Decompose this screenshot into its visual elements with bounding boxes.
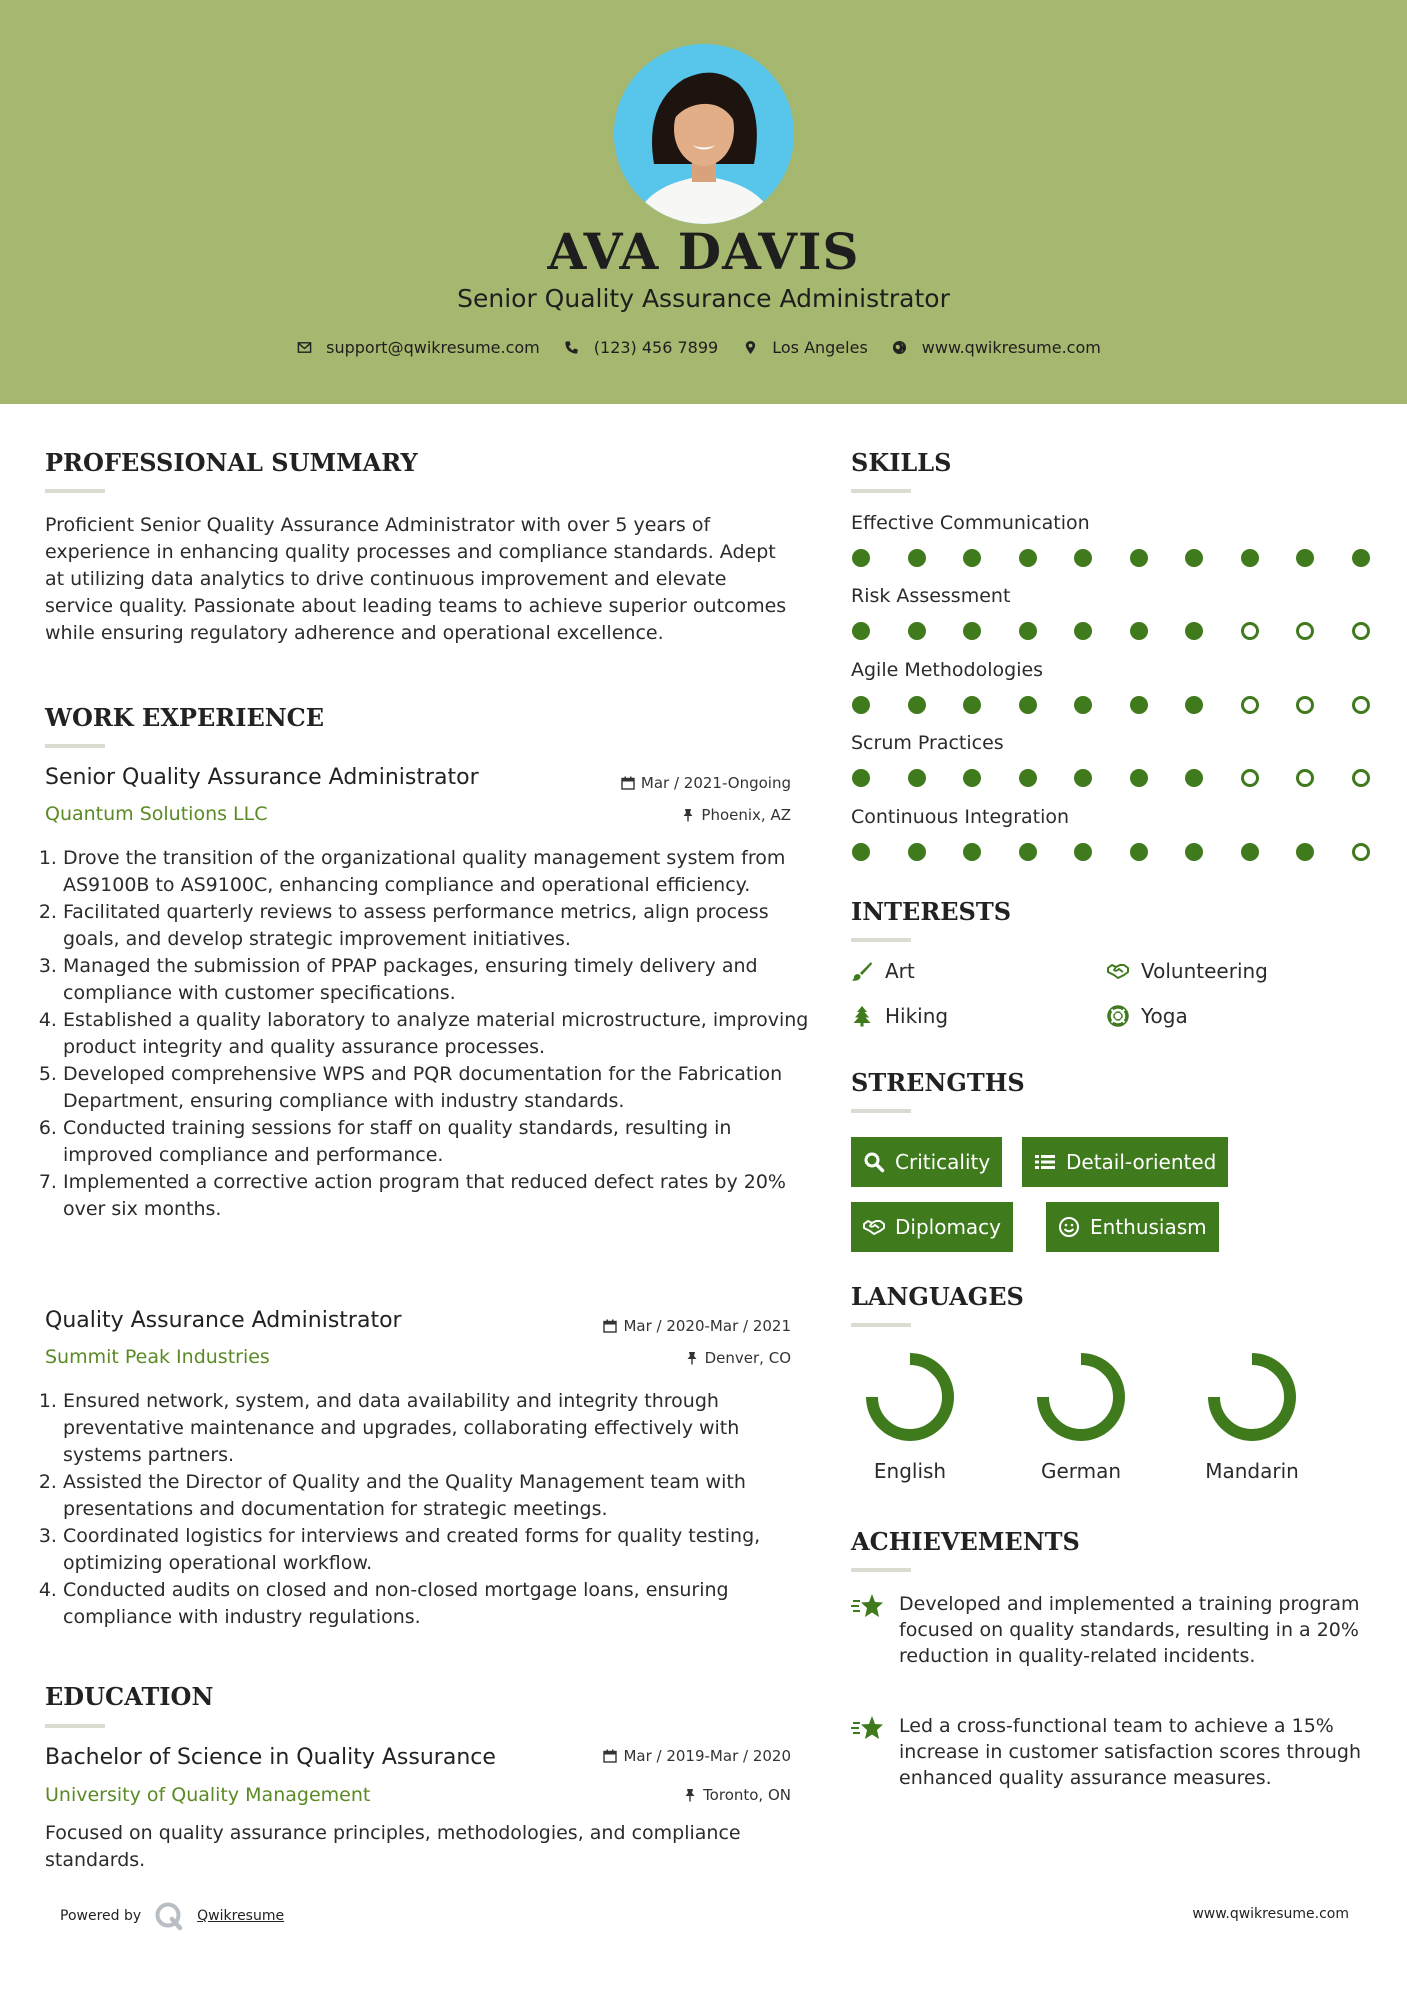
star-icon xyxy=(851,1713,885,1743)
job-title: Senior Quality Assurance Administrator xyxy=(45,765,479,790)
language-level-ring xyxy=(1035,1351,1127,1443)
interest-item xyxy=(851,1004,948,1028)
education-dates xyxy=(603,1747,791,1765)
skill-dot-filled xyxy=(1074,769,1092,787)
strength-tag xyxy=(851,1137,1002,1187)
phone-icon xyxy=(564,340,580,356)
skill-dot-empty xyxy=(1296,696,1314,714)
candidate-title: Senior Quality Assurance Administrator xyxy=(457,284,950,313)
languages-divider xyxy=(851,1323,911,1327)
skill-dot-filled xyxy=(1074,622,1092,640)
job-duties-list xyxy=(45,845,818,1223)
qwikresume-logo-icon xyxy=(153,1900,185,1932)
language-item xyxy=(1016,1351,1146,1483)
job-location xyxy=(681,806,791,824)
skill-dot-filled xyxy=(852,843,870,861)
achievement-item xyxy=(851,1591,1371,1669)
education-location xyxy=(683,1786,791,1804)
profile-photo-illustration xyxy=(614,44,794,224)
language-level-arc xyxy=(872,1359,948,1435)
duty-item: 2. Assisted the Director of Quality and the Quality Management team with presentations and documentation for strategic meetings. xyxy=(63,1469,818,1523)
skill-dot-filled xyxy=(1130,696,1148,714)
skills-heading: SKILLS xyxy=(851,448,952,477)
star-icon xyxy=(851,1591,885,1621)
education-dates-text: Mar / 2019-Mar / 2020 xyxy=(623,1747,791,1765)
languages-heading: LANGUAGES xyxy=(851,1282,1024,1311)
search-icon xyxy=(863,1151,885,1173)
skill-dot-empty xyxy=(1352,843,1370,861)
interests-divider xyxy=(851,938,911,942)
contact-bar xyxy=(0,338,1407,357)
job-location-text: Denver, CO xyxy=(704,1349,791,1367)
duty-item: 3. Coordinated logistics for interviews and created forms for quality testing, optimizing operational workflow. xyxy=(63,1523,818,1577)
achievements-divider xyxy=(851,1568,911,1572)
footer-branding xyxy=(60,1900,284,1932)
duty-item: 2. Facilitated quarterly reviews to assess performance metrics, align process goals, and develop strategic improvement initiatives. xyxy=(63,899,818,953)
skill-dot-empty xyxy=(1241,696,1259,714)
achievement-text: Led a cross-functional team to achieve a 15% increase in customer satisfaction scores through enhanced quality assurance measures. xyxy=(899,1715,1362,1789)
skill-dot-filled xyxy=(1185,769,1203,787)
achievement-item xyxy=(851,1713,1371,1791)
interest-item xyxy=(1107,959,1268,983)
skill-dot-filled xyxy=(1185,622,1203,640)
skill-dot-filled xyxy=(1019,549,1037,567)
smile-icon xyxy=(1058,1216,1080,1238)
calendar-icon xyxy=(603,1749,617,1763)
life-ring-icon xyxy=(1107,1005,1129,1027)
interest-label: Hiking xyxy=(885,1004,949,1028)
degree-title: Bachelor of Science in Quality Assurance xyxy=(45,1745,496,1770)
powered-by-label: Powered by xyxy=(60,1908,142,1924)
skill-dot-empty xyxy=(1296,622,1314,640)
list-icon xyxy=(1034,1151,1056,1173)
experience-divider xyxy=(45,744,105,748)
contact-location: Los Angeles xyxy=(772,338,868,357)
candidate-name: AVA DAVIS xyxy=(547,222,860,281)
skill-name: Effective Communication xyxy=(851,512,1090,534)
skill-rating xyxy=(852,620,1362,640)
job-duties-list xyxy=(45,1388,818,1631)
job-company: Summit Peak Industries xyxy=(45,1346,270,1368)
language-name: German xyxy=(1040,1459,1122,1483)
skill-dot-filled xyxy=(1241,549,1259,567)
skill-dot-filled xyxy=(1130,843,1148,861)
summary-divider xyxy=(45,489,105,493)
strengths-divider xyxy=(851,1109,911,1113)
skill-dot-filled xyxy=(963,622,981,640)
skill-dot-filled xyxy=(963,843,981,861)
skill-name: Continuous Integration xyxy=(851,806,1070,828)
skill-dot-empty xyxy=(1352,696,1370,714)
skill-dot-filled xyxy=(1019,696,1037,714)
skill-dot-filled xyxy=(1074,843,1092,861)
job-dates xyxy=(603,1317,791,1335)
thumbtack-icon xyxy=(683,1788,697,1802)
profile-photo xyxy=(614,44,794,224)
skill-dot-filled xyxy=(852,769,870,787)
language-name: Mandarin xyxy=(1205,1459,1299,1483)
skills-divider xyxy=(851,489,911,493)
interest-item xyxy=(1107,1004,1188,1028)
skill-dot-filled xyxy=(852,549,870,567)
strength-label: Enthusiasm xyxy=(1090,1215,1207,1239)
language-level-arc xyxy=(1214,1359,1290,1435)
skill-dot-filled xyxy=(1019,769,1037,787)
strength-tag xyxy=(851,1202,1013,1252)
duty-item: 5. Developed comprehensive WPS and PQR documentation for the Fabrication Department, ensuring compliance with industry standards. xyxy=(63,1061,818,1115)
education-description: Focused on quality assurance principles, methodologies, and compliance standards. xyxy=(45,1822,741,1871)
job-company: Quantum Solutions LLC xyxy=(45,803,268,825)
tree-icon xyxy=(851,1005,873,1027)
strengths-heading: STRENGTHS xyxy=(851,1068,1025,1097)
resume-header xyxy=(0,0,1407,404)
skill-dot-filled xyxy=(1352,549,1370,567)
globe-icon xyxy=(892,340,908,356)
calendar-icon xyxy=(603,1319,617,1333)
job-location-text: Phoenix, AZ xyxy=(701,806,791,824)
skill-dot-filled xyxy=(1130,622,1148,640)
language-item xyxy=(1187,1351,1317,1483)
skill-dot-empty xyxy=(1352,622,1370,640)
strength-label: Diplomacy xyxy=(895,1215,1002,1239)
duty-item: 4. Established a quality laboratory to analyze material microstructure, improving product integrity and quality assurance processes. xyxy=(63,1007,818,1061)
summary-heading: PROFESSIONAL SUMMARY xyxy=(45,448,418,477)
duty-item: 7. Implemented a corrective action program that reduced defect rates by 20% over six months. xyxy=(63,1169,818,1223)
skill-dot-filled xyxy=(1185,843,1203,861)
job-dates xyxy=(621,774,791,792)
footer-website[interactable]: www.qwikresume.com xyxy=(1192,1906,1349,1922)
skill-dot-filled xyxy=(1074,549,1092,567)
strength-label: Detail-oriented xyxy=(1066,1150,1217,1174)
skill-name: Agile Methodologies xyxy=(851,659,1044,681)
contact-website[interactable]: www.qwikresume.com xyxy=(921,338,1101,357)
skill-dot-empty xyxy=(1241,622,1259,640)
skill-name: Scrum Practices xyxy=(851,732,1004,754)
skill-dot-filled xyxy=(1185,549,1203,567)
skill-dot-filled xyxy=(1241,843,1259,861)
footer-brand-link[interactable]: Qwikresume xyxy=(197,1908,285,1924)
skill-dot-filled xyxy=(963,549,981,567)
skill-dot-filled xyxy=(1296,843,1314,861)
duty-item: 1. Ensured network, system, and data availability and integrity through preventative maintenance and upgrades, collaborating effectively with systems partners. xyxy=(63,1388,818,1469)
skill-dot-empty xyxy=(1352,769,1370,787)
interest-label: Volunteering xyxy=(1141,959,1268,983)
interests-heading: INTERESTS xyxy=(851,897,1012,926)
skill-dot-empty xyxy=(1241,769,1259,787)
map-marker-icon xyxy=(742,340,758,356)
strength-tag xyxy=(1022,1137,1228,1187)
interest-label: Art xyxy=(885,959,915,983)
duty-item: 3. Managed the submission of PPAP packages, ensuring timely delivery and compliance with customer specifications. xyxy=(63,953,818,1007)
skill-dot-filled xyxy=(1019,843,1037,861)
skill-dot-filled xyxy=(1185,696,1203,714)
thumbtack-icon xyxy=(685,1351,699,1365)
contact-phone[interactable]: (123) 456 7899 xyxy=(593,338,719,357)
skill-dot-filled xyxy=(852,622,870,640)
interest-label: Yoga xyxy=(1141,1004,1188,1028)
skill-rating xyxy=(852,841,1362,861)
skill-rating xyxy=(852,694,1362,714)
handshake-icon xyxy=(1107,960,1129,982)
language-level-arc xyxy=(1043,1359,1119,1435)
school-name: University of Quality Management xyxy=(45,1784,371,1806)
skill-rating xyxy=(852,767,1362,787)
experience-heading: WORK EXPERIENCE xyxy=(45,703,325,732)
skill-dot-filled xyxy=(908,769,926,787)
education-location-text: Toronto, ON xyxy=(703,1786,791,1804)
skill-dot-filled xyxy=(852,696,870,714)
contact-email[interactable]: support@qwikresume.com xyxy=(326,338,540,357)
duty-item: 4. Conducted audits on closed and non-closed mortgage loans, ensuring compliance with industry regulations. xyxy=(63,1577,818,1631)
handshake-icon xyxy=(863,1216,885,1238)
duty-item: 6. Conducted training sessions for staff on quality standards, resulting in improved compliance and performance. xyxy=(63,1115,818,1169)
job-dates-text: Mar / 2020-Mar / 2021 xyxy=(623,1317,791,1335)
skill-name: Risk Assessment xyxy=(851,585,1011,607)
skill-dot-filled xyxy=(908,549,926,567)
skill-dot-filled xyxy=(1296,549,1314,567)
skill-dot-filled xyxy=(1130,549,1148,567)
skill-dot-filled xyxy=(1019,622,1037,640)
skill-dot-filled xyxy=(908,622,926,640)
job-dates-text: Mar / 2021-Ongoing xyxy=(640,774,791,792)
skill-dot-filled xyxy=(1130,769,1148,787)
strength-label: Criticality xyxy=(895,1150,991,1174)
skill-rating xyxy=(852,547,1362,567)
language-item xyxy=(845,1351,975,1483)
language-name: English xyxy=(873,1459,947,1483)
envelope-icon xyxy=(296,340,312,356)
summary-text: Proficient Senior Quality Assurance Administrator with over 5 years of experience in enhancing quality processes and compliance standards. Adept at utilizing data analytics to drive continuous improvement and elevate service quality. Passionate about leading teams to achieve superior outcomes while ensuring regulatory adherence and operational excellence. xyxy=(45,514,787,644)
language-level-ring xyxy=(1206,1351,1298,1443)
thumbtack-icon xyxy=(681,808,695,822)
duty-item: 1. Drove the transition of the organizational quality management system from AS9100B to AS9100C, enhancing compliance and operational efficiency. xyxy=(63,845,818,899)
education-divider xyxy=(45,1724,105,1728)
paintbrush-icon xyxy=(851,960,873,982)
skill-dot-filled xyxy=(908,843,926,861)
education-heading: EDUCATION xyxy=(45,1682,214,1711)
skill-dot-filled xyxy=(963,696,981,714)
strength-tag xyxy=(1046,1202,1219,1252)
job-location xyxy=(685,1349,791,1367)
calendar-icon xyxy=(621,776,635,790)
achievement-text: Developed and implemented a training program focused on quality standards, resulting in a 20% reduction in quality-related incidents. xyxy=(899,1593,1360,1667)
skill-dot-filled xyxy=(1074,696,1092,714)
skill-dot-empty xyxy=(1296,769,1314,787)
language-level-ring xyxy=(864,1351,956,1443)
interest-item xyxy=(851,959,915,983)
skill-dot-filled xyxy=(963,769,981,787)
achievements-heading: ACHIEVEMENTS xyxy=(851,1527,1080,1556)
skill-dot-filled xyxy=(908,696,926,714)
job-title: Quality Assurance Administrator xyxy=(45,1308,402,1333)
